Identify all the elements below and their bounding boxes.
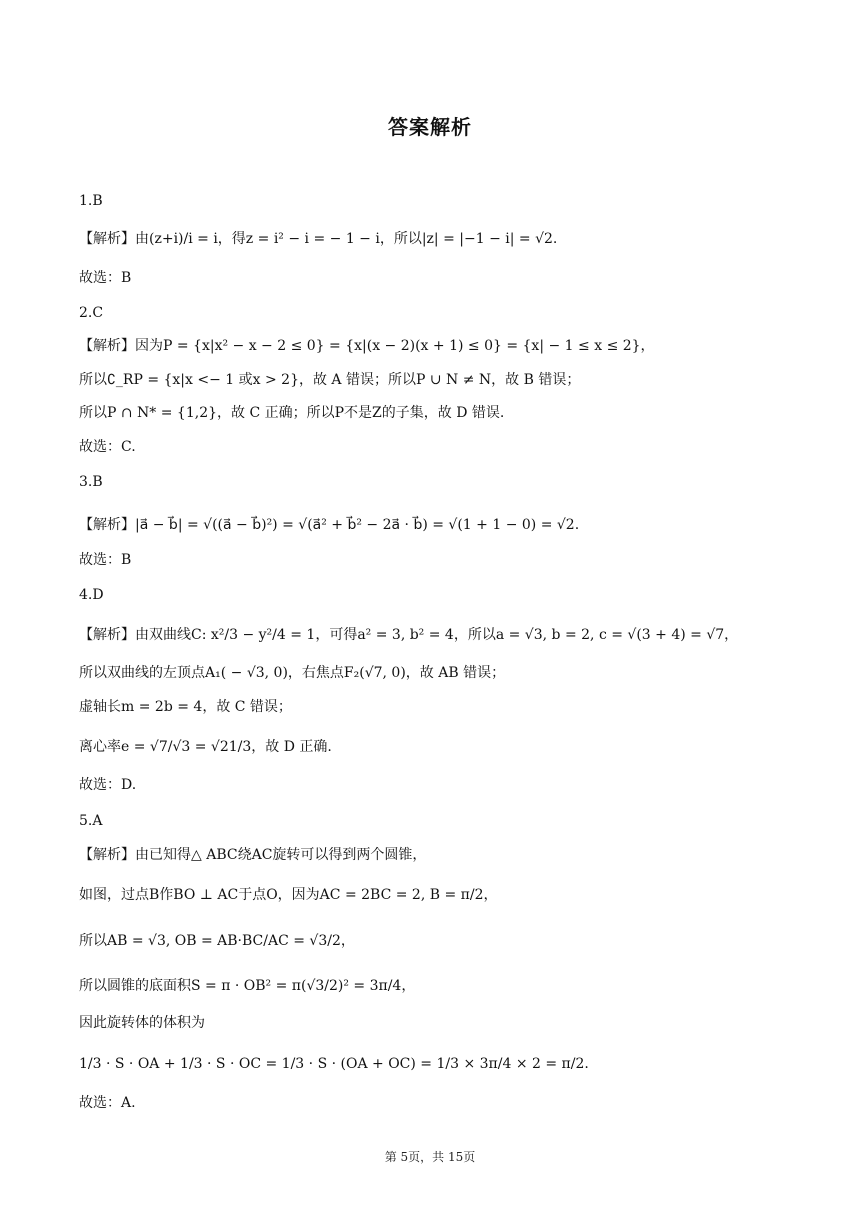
answer-line: 1/3 · S · OA + 1/3 · S · OC = 1/3 · S · (OA + OC) = 1/3 × 3π/4 × 2 = π/2.: [79, 1056, 589, 1072]
answer-line: 因此旋转体的体积为: [79, 1015, 205, 1031]
answer-line: 【解析】由双曲线C: x²/3 − y²/4 = 1，可得a² = 3, b² = 4，所以a = √3, b = 2, c = √(3 + 4) = √7，: [79, 627, 739, 643]
answer-line: 所以P ∩ N* = {1,2}，故 C 正确；所以P不是Z的子集，故 D 错误.: [79, 405, 505, 421]
answer-line: 3.B: [79, 474, 103, 490]
answer-line: 1.B: [79, 193, 103, 209]
answer-line: 2.C: [79, 305, 104, 321]
answer-line: 如图，过点B作BO ⊥ AC于点O，因为AC = 2BC = 2, B = π/2，: [79, 887, 498, 903]
answer-line: 5.A: [79, 813, 103, 829]
answer-line: 4.D: [79, 587, 104, 603]
answer-line: 故选：B: [79, 270, 132, 286]
answer-line: 离心率e = √7/√3 = √21/3，故 D 正确.: [79, 739, 332, 755]
page-title: 答案解析: [388, 115, 472, 139]
answer-line: 【解析】|a⃗ − b⃗| = √((a⃗ − b⃗)²) = √(a⃗² + b⃗² − 2a⃗ · b⃗) = √(1 + 1 − 0) = √2.: [79, 517, 580, 533]
answer-line: 所以∁_RP = {x|x <− 1 或x > 2}，故 A 错误；所以P ∪ N ≠ N，故 B 错误；: [79, 372, 581, 388]
answer-line: 所以双曲线的左顶点A₁( − √3, 0)，右焦点F₂(√7, 0)，故 AB 错误；: [79, 665, 506, 681]
answer-line: 【解析】由已知得△ ABC绕AC旋转可以得到两个圆锥，: [79, 847, 427, 863]
answer-line: 故选：B: [79, 552, 132, 568]
answer-line: 所以圆锥的底面积S = π · OB² = π(√3/2)² = 3π/4，: [79, 978, 416, 994]
answer-line: 故选：D.: [79, 777, 137, 793]
answer-line: 虚轴长m = 2b = 4，故 C 错误；: [79, 699, 292, 715]
answer-line: 故选：C.: [79, 439, 136, 455]
answer-line: 所以AB = √3, OB = AB·BC/AC = √3/2，: [79, 933, 355, 949]
answer-line: 【解析】因为P = {x|x² − x − 2 ≤ 0} = {x|(x − 2)(x + 1) ≤ 0} = {x| − 1 ≤ x ≤ 2}，: [79, 338, 655, 354]
answer-line: 故选：A.: [79, 1095, 136, 1111]
page-footer: 第 5页，共 15页: [384, 1150, 476, 1164]
answer-line: 【解析】由(z+i)/i = i，得z = i² − i = − 1 − i，所以|z| = |−1 − i| = √2.: [79, 231, 558, 247]
